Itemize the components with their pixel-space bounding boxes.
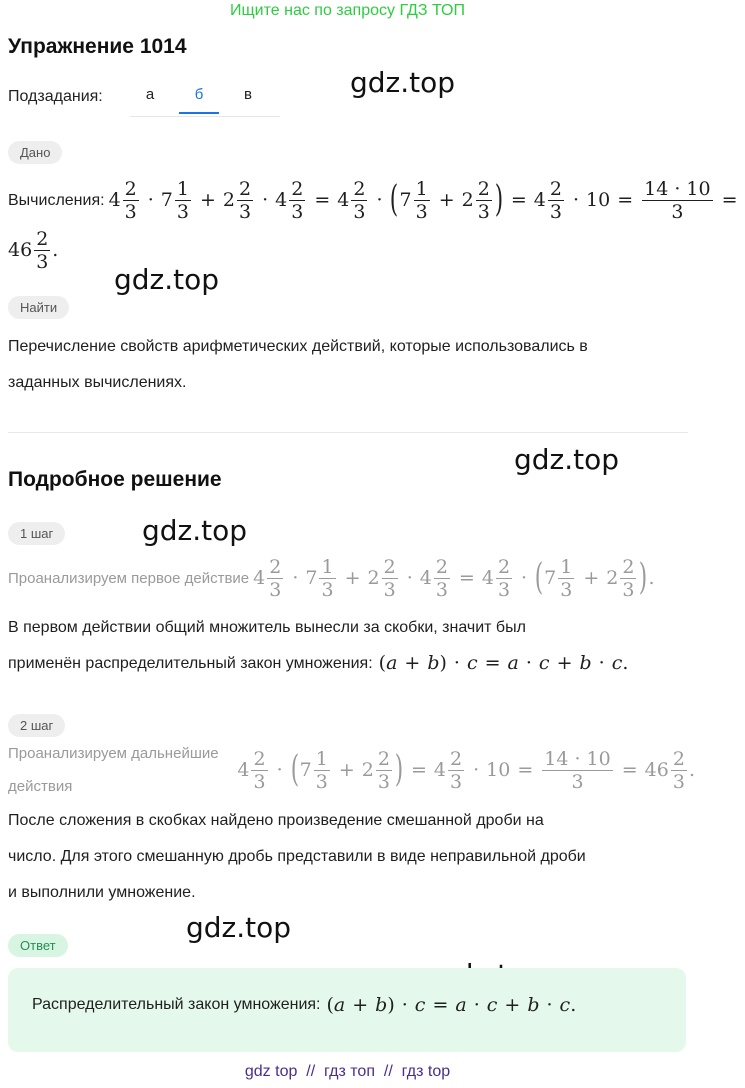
- divider: [8, 432, 688, 433]
- given-formula: 4 $\frac{2}{3}$ · 7 $\frac{1}{3}$ + 2 $\frac{2}{3}$ · 4 $\frac{2}{3}$ = 4 $\frac{2}{3}$ · ( 7 $\frac{1}{3}$ + 2 $\frac{2}{3}$ ) = 4 $\frac{2}{3}$ · 10 = $\frac{14 \cdot 10}{3}$ =: [108, 177, 738, 223]
- watermark: gdz.top: [186, 911, 292, 944]
- given-badge: Дано: [8, 141, 62, 164]
- watermark: gdz.top: [142, 514, 248, 547]
- tab-b[interactable]: б: [194, 86, 204, 103]
- subtasks-label: Подзадания:: [8, 88, 103, 105]
- step1-analysis: [8, 553, 655, 603]
- step1-formula: 4 $\frac{2}{3}$ · 7 $\frac{1}{3}$ + 2 $\frac{2}{3}$ · 4 $\frac{2}{3}$ = 4 $\frac{2}{3}$ · ( 7 $\frac{1}{3}$ + 2 $\frac{2}{3}$ ) .: [253, 555, 655, 601]
- footer-links[interactable]: gdz top // гдз топ // гдз top: [244, 1063, 451, 1080]
- answer-text: Распределительный закон умножения:: [32, 996, 321, 1013]
- given-expression: [8, 172, 745, 228]
- distributive-law-formula: ( a + b ) · c = a · c + b · c .: [378, 652, 629, 674]
- step2-badge: 2 шаг: [8, 714, 65, 737]
- watermark: gdz.top: [350, 66, 456, 99]
- find-text-line1: Перечисление свойств арифметических действий, которые использовались в: [8, 338, 588, 355]
- step2-lead: Проанализируем дальнейшие действия: [8, 745, 219, 795]
- subtask-tabs: [130, 76, 280, 117]
- step2-analysis: [8, 744, 695, 796]
- solution-title: Подробное решение: [8, 468, 222, 491]
- active-tab-indicator: [179, 112, 219, 114]
- step2-text-line3: и выполнили умножение.: [8, 884, 196, 901]
- answer-box: [8, 968, 686, 1052]
- answer-formula: ( a + b ) · c = a · c + b · c .: [326, 994, 577, 1016]
- given-result: 46 $\frac{2}{3}$ .: [8, 227, 59, 273]
- step1-badge: 1 шаг: [8, 522, 65, 545]
- step2-text-line1: После сложения в скобках найдено произведение смешанной дроби на: [8, 812, 544, 829]
- watermark: gdz.top: [514, 443, 620, 476]
- step1-lead: Проанализируем первое действие: [8, 569, 250, 587]
- given-prefix: Вычисления:: [8, 191, 105, 209]
- step1-text-line1: В первом действии общий множитель вынесли за скобки, значит был: [8, 619, 526, 636]
- tab-v[interactable]: в: [244, 86, 252, 103]
- step2-text-line2: число. Для этого смешанную дробь представили в виде неправильной дроби: [8, 848, 586, 865]
- find-badge: Найти: [8, 296, 69, 319]
- page-title: Упражнение 1014: [8, 35, 187, 58]
- answer-badge: Ответ: [8, 934, 68, 957]
- answer-content: [32, 994, 576, 1016]
- search-banner: Ищите нас по запросу ГДЗ ТОП: [230, 2, 465, 19]
- tab-a[interactable]: а: [145, 86, 155, 103]
- watermark: gdz.top: [114, 263, 220, 296]
- find-text-line2: заданных вычислениях.: [8, 374, 187, 391]
- step2-formula: 4 $\frac{2}{3}$ · ( 7 $\frac{1}{3}$ + 2 $\frac{2}{3}$ ) = 4 $\frac{2}{3}$ · 10 = $\frac{14 \cdot 10}{3}$ = 46 $\frac{2}{3}$ .: [237, 747, 695, 793]
- step1-law-label: применён распределительный закон умножения:: [8, 655, 373, 672]
- step1-text-line2: [8, 647, 628, 680]
